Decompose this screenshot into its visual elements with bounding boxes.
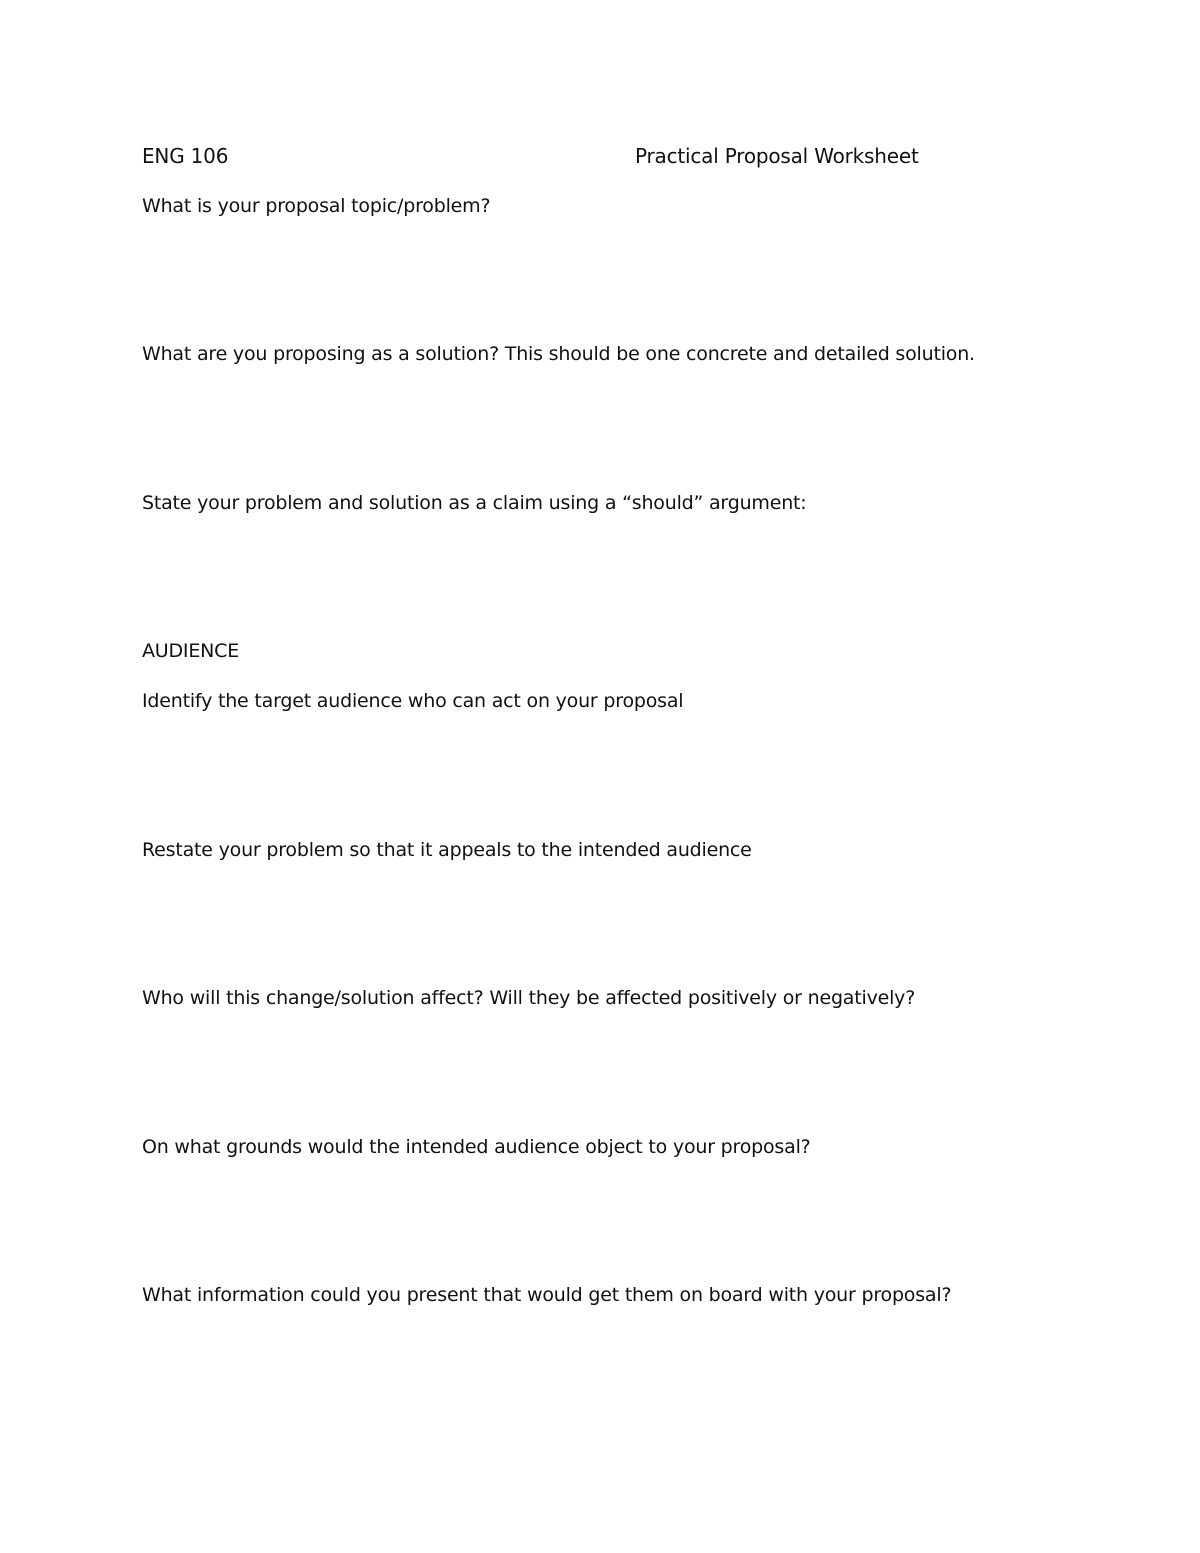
course-code: ENG 106 [142,144,229,168]
question-topic: What is your proposal topic/problem? [142,195,491,217]
document-title: Practical Proposal Worksheet [635,144,919,168]
question-persuasive-information: What information could you present that would get them on board with your proposal? [142,1284,952,1306]
question-claim: State your problem and solution as a claim using a “should” argument: [142,492,807,514]
question-affected-parties: Who will this change/solution affect? Will they be affected positively or negatively? [142,987,916,1009]
question-restate-problem: Restate your problem so that it appeals to the intended audience [142,839,752,861]
question-objections: On what grounds would the intended audience object to your proposal? [142,1136,811,1158]
question-solution: What are you proposing as a solution? This should be one concrete and detailed solution. [142,343,975,365]
question-identify-audience: Identify the target audience who can act on your proposal [142,690,684,712]
section-heading-audience: AUDIENCE [142,640,240,662]
